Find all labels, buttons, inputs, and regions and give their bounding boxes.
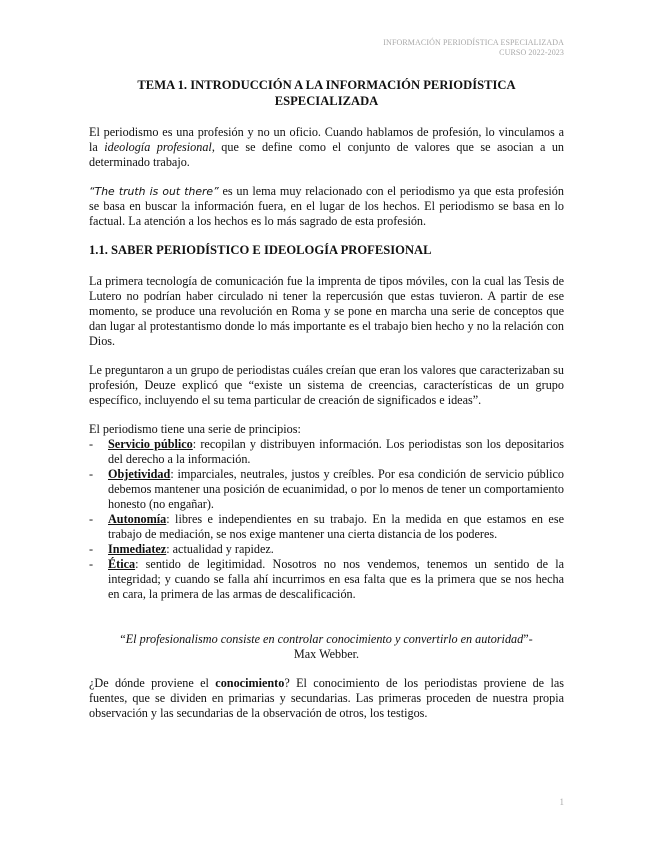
paragraph-intro-text-2: , que se define como el conjunto de valores que se asocian a un determinado trabajo. [89,140,565,169]
principle-description: : sentido de legitimidad. Nosotros no nos vendemos, tenemos un sentido de la integridad; y cuando se falla ahí incurrimos en esa falta que es la primera que se nos hecha en cara, la primera de las armas de descalificación. [108,557,564,601]
paragraph-truth-text: es un lema muy relacionado con el periodismo ya que esta profesión se basa en buscar la información fuera, en el lugar de los hechos. El periodismo se basa en lo factual. La atención a los hechos es lo más sagrado de esta profesión. [89,184,564,228]
header-course-year: CURSO 2022-2023 [499,48,564,57]
quote-text: El profesionalismo consiste en controlar conocimiento y convertirlo en autoridad [125,632,524,646]
quote-close-mark: ”- [523,632,533,646]
header-course-title: INFORMACIÓN PERIODÍSTICA ESPECIALIZADA [383,38,564,47]
quote-open-mark: “ [120,632,126,646]
quote-author: Max Webber. [293,647,360,661]
principle-description: : libres e independientes en su trabajo. En la medida en que estamos en ese trabajo de mediación, se nos exige mantener una cierta distancia de los poderes. [108,512,564,541]
principle-term: Servicio público [108,437,193,451]
paragraph-intro-text-1: El periodismo es una profesión y no un oficio. Cuando hablamos de profesión, lo vinculamos a la [89,125,564,154]
page-title [89,77,564,109]
page-title-line-2: ESPECIALIZADA [274,94,379,108]
paragraph-conocimiento-text-1: ¿De dónde proviene el [89,676,216,690]
list-item [89,437,564,467]
page-title-line-1: TEMA 1. INTRODUCCIÓN A LA INFORMACIÓN PERIODÍSTICA [137,78,516,92]
principle-description: : recopilan y distribuyen información. Los periodistas son los depositarios del derecho a la información. [108,437,564,466]
document-body [89,77,564,735]
truth-motto: “The truth is out there” [89,185,219,198]
list-item [89,557,564,602]
principle-description: : actualidad y rapidez. [166,542,274,556]
paragraph-imprenta: La primera tecnología de comunicación fue la imprenta de tipos móviles, con la cual las Tesis de Lutero no podrían haber circulado ni tener la repercusión que estas tuvieron. A partir de ese momento, se produce una revolución en Roma y se pone en marcha una serie de conceptos que dan lugar al protestantismo donde lo más importante es el trabajo bien hecho y no la relación con Dios. [89,274,564,348]
principle-term: Ética [108,557,136,571]
paragraph-conocimiento-text-2: ? El conocimiento de los periodistas proviene de las fuentes, que se dividen en primarias y secundarias. Las primeras proceden de nuestra propia observación y las secundarias de la observación de otros, los testigos. [89,676,564,720]
section-heading: 1.1. SABER PERIODÍSTICO E IDEOLOGÍA PROFESIONAL [89,243,432,257]
principle-term: Inmediatez [108,542,167,556]
running-header [383,38,564,58]
principles-intro: El periodismo tiene una serie de principios: [89,422,301,436]
list-item [89,542,564,557]
principles-list [89,437,564,602]
principle-description: : imparciales, neutrales, justos y creíbles. Por esa condición de servicio público debemos mantener una posición de ecuanimidad, o por lo menos de tener un comportamiento honesto (no engañar). [108,467,564,511]
page-number: 1 [559,797,564,807]
paragraph-truth [89,184,564,229]
list-item [89,512,564,542]
principle-term: Autonomía [108,512,167,526]
paragraph-deuze: Le preguntaron a un grupo de periodistas cuáles creían que eran los valores que caracterizaban su profesión, Deuze explicó que “existe un sistema de creencias, características de un grupo específico, incluyendo el su tema particular de creación de significados e ideas”. [89,363,564,407]
quote-line [89,632,564,647]
paragraph-intro [89,125,564,170]
ideologia-profesional-term: ideología profesional [104,140,212,154]
principle-term: Objetividad [108,467,171,481]
weber-quote [89,632,564,662]
paragraph-conocimiento [89,676,564,721]
list-item [89,467,564,512]
conocimiento-term: conocimiento [215,676,285,690]
